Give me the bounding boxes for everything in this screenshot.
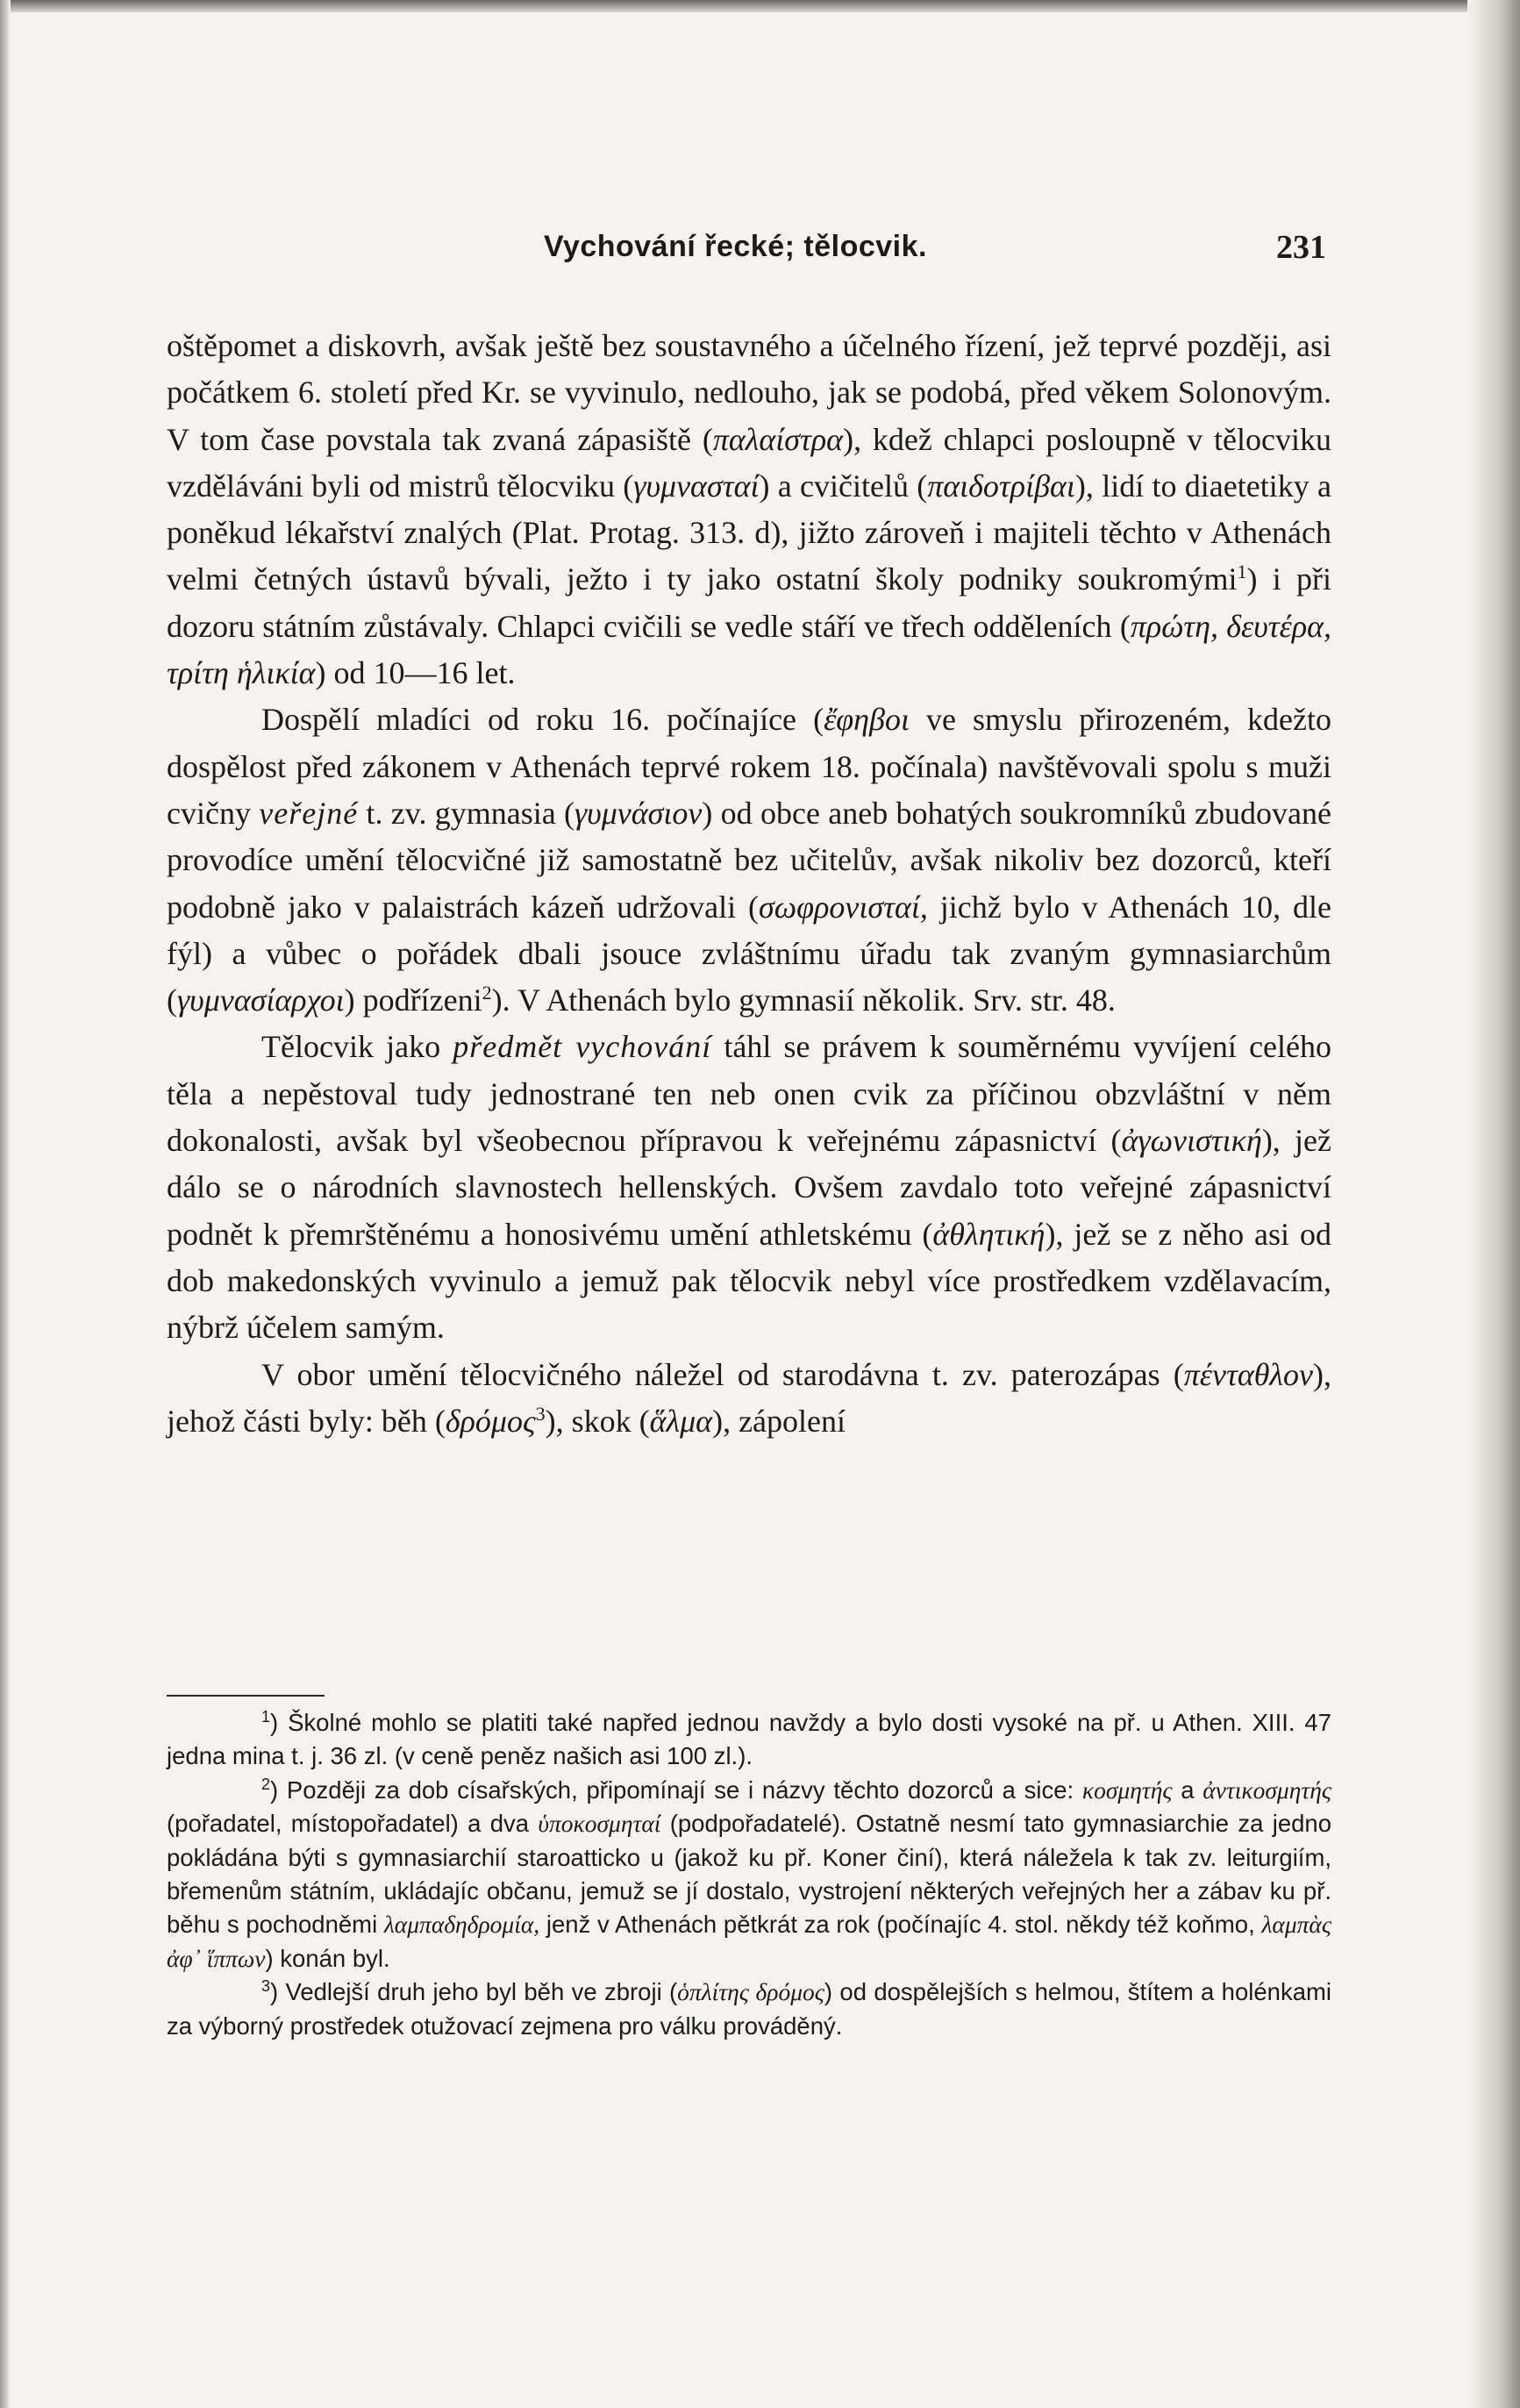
footnote-3 bbox=[167, 1976, 1331, 2043]
page-number: 231 bbox=[1276, 229, 1326, 266]
greek-term: δρόμος bbox=[445, 1403, 536, 1439]
text: ) od dospělejších s helmou, štítem a holénkami za výborný prostředek otužovací zejmena pro válku prováděný. bbox=[167, 1978, 1331, 2040]
greek-term: ἅλμα bbox=[649, 1403, 713, 1439]
paragraph-2 bbox=[167, 697, 1331, 1024]
paragraph-4 bbox=[167, 1352, 1331, 1446]
footnote-1 bbox=[167, 1706, 1331, 1774]
greek-term: ὁπλίτης δρόμος bbox=[677, 1978, 824, 2006]
footnote-2 bbox=[167, 1774, 1331, 1976]
text: ) Později za dob císařských, připomínají se i názvy těchto dozorců a sice: bbox=[270, 1776, 1082, 1804]
greek-term: ἀθλητική bbox=[932, 1216, 1045, 1252]
footnote-ref[interactable]: 1 bbox=[1237, 561, 1247, 583]
emphasis: předmět vychování bbox=[453, 1029, 712, 1065]
text: ) od obce aneb bohatých soukromníků zbudované provodíce umění tělocvičné již samostatně bez učitelův, avšak nikoliv bez dozorců, kteří podobně jako v palaistrách kázeň udržovali ( bbox=[167, 795, 1331, 925]
text: Tělocvik jako bbox=[261, 1029, 453, 1065]
greek-term: πρώτη, δευτέρα, τρίτη ἡλικία bbox=[167, 608, 1331, 691]
text: a bbox=[1172, 1776, 1203, 1804]
main-text bbox=[167, 323, 1331, 1445]
text: oštěpomet a diskovrh, avšak ještě bez soustavného a účelného řízení, jež teprvé později, asi počátkem 6. století před Kr. se vyvinulo, nedlouho, jak se podobá, před věkem Solonovým. V tom čase povstala tak zvaná zápasiště ( bbox=[167, 328, 1331, 457]
page-edge-right bbox=[1467, 0, 1520, 2408]
greek-term: πένταθλον bbox=[1183, 1356, 1313, 1392]
text: jichž bylo v Athenách 10, dle fýl) a vůbec o pořádek dbali jsouce zvláštnímu úřadu tak zvaným gymnasiarchům ( bbox=[167, 889, 1331, 1018]
greek-term: λαμπαδηδρομία, bbox=[383, 1911, 540, 1939]
greek-term: ἀντικοσμητής bbox=[1202, 1776, 1332, 1804]
text: Dospělí mladíci od roku 16. počínajíce ( bbox=[261, 702, 824, 738]
greek-term: ἀγωνιστική bbox=[1121, 1123, 1262, 1159]
text: ), skok ( bbox=[545, 1403, 650, 1439]
text: ), kdež chlapci posloupně v tělocviku vzděláváni byli od mistrů tělocviku ( bbox=[167, 421, 1331, 504]
footnote-mark: 2 bbox=[261, 1775, 271, 1793]
greek-term: ὑποκοσμηταί bbox=[538, 1810, 661, 1838]
text: V obor umění tělocvičného náležel od starodávna t. zv. paterozápas ( bbox=[261, 1356, 1184, 1392]
footnote-mark: 3 bbox=[261, 1977, 271, 1996]
greek-term: παιδοτρίβαι bbox=[927, 468, 1075, 504]
text: ) konán byl. bbox=[265, 1944, 390, 1972]
paragraph-3 bbox=[167, 1024, 1331, 1351]
page-edge-top bbox=[0, 0, 1520, 12]
footnotes bbox=[167, 1706, 1331, 2043]
text: ), zápolení bbox=[712, 1403, 846, 1439]
greek-term: λαμπὰς ἀφ᾽ ἵππων bbox=[167, 1911, 1331, 1972]
greek-term: κοσμητής bbox=[1081, 1776, 1173, 1804]
text: t. zv. gymnasia ( bbox=[358, 795, 574, 831]
footnote-divider bbox=[167, 1695, 325, 1697]
greek-term: παλαίστρα bbox=[712, 421, 844, 457]
text: ) i při dozoru státním zůstávaly. Chlapci cvičili se vedle stáří ve třech odděleních ( bbox=[167, 561, 1331, 644]
text: jenž v Athenách pětkrát za rok (počínajíc 4. stol. někdy též koňmo, bbox=[539, 1911, 1262, 1939]
text: ) Školné mohlo se platiti také napřed jednou navždy a bylo dosti vysoké na př. u Athen. XIII. 47 jedna mina t. j. 36 zl. (v ceně peněz našich asi 100 zl.). bbox=[167, 1709, 1331, 1770]
text: (podpořadatelé). Ostatně nesmí tato gymnasiarchie za jedno pokládána býti s gymnasiarchií staroatticko u (jakož ku př. Koner činí), která náležela k tak zv. leiturgiím, břemenům státním, ukládajíc občanu, jemuž se jí dostalo, vystrojení některých veřejných her a zábav ku př. běhu s pochodněmi bbox=[167, 1810, 1331, 1939]
greek-term: γυμνασίαρχοι bbox=[177, 982, 345, 1018]
greek-term: γυμνάσιον bbox=[574, 795, 703, 831]
text: ) Vedlejší druh jeho byl běh ve zbroji ( bbox=[270, 1978, 678, 2006]
text: ), jež se z něho asi od dob makedonských vyvinulo a jemuž pak tělocvik nebyl více prostředkem vzdělavacím, nýbrž účelem samým. bbox=[167, 1216, 1331, 1346]
text: ). V Athenách bylo gymnasií několik. Srv. str. 48. bbox=[491, 982, 1116, 1018]
greek-term: ἔφηβοι bbox=[824, 702, 910, 738]
text: ), jež dálo se o národních slavnostech hellenských. Ovšem zavdalo toto veřejné zápasnictví podnět k přemrštěnému a honosivému umění athletskému ( bbox=[167, 1123, 1331, 1252]
text: ) od 10—16 let. bbox=[315, 655, 516, 691]
text: ) a cvičitelů ( bbox=[759, 468, 928, 504]
text: ), jehož části byly: běh ( bbox=[167, 1356, 1331, 1439]
footnote-mark: 1 bbox=[261, 1707, 271, 1726]
page-edge-left bbox=[0, 0, 11, 2408]
footnote-ref[interactable]: 2 bbox=[482, 982, 492, 1004]
text: (pořadatel, místopořadatel) a dva bbox=[167, 1810, 539, 1838]
text: ve smyslu přirozeném, kdežto dospělost před zákonem v Athenách teprvé rokem 18. počínala) navštěvovali spolu s muži cvičny bbox=[167, 702, 1331, 831]
greek-term: γυμνασταί bbox=[633, 468, 760, 504]
running-head: Vychování řecké; tělocvik. bbox=[544, 230, 927, 263]
greek-term: σωφρονισταί, bbox=[758, 889, 928, 925]
page-header bbox=[167, 225, 1331, 277]
footnote-ref[interactable]: 3 bbox=[535, 1402, 546, 1425]
text: ), lidí to diaetetiky a poněkud lékařství znalých (Plat. Protag. 313. d), jižto zároveň i majiteli těchto v Athenách velmi četných ústavů bývali, ježto i ty jako ostatní školy podniky soukromými bbox=[167, 468, 1331, 597]
emphasis: veřejné bbox=[259, 795, 359, 831]
paragraph-1 bbox=[167, 323, 1331, 697]
text: ) podřízeni bbox=[344, 982, 482, 1018]
text: táhl se právem k souměrnému vyvíjení celého těla a nepěstoval tudy jednostrané ten neb onen cvik za příčinou obzvláštní v něm dokonalosti, avšak byl všeobecnou přípravou k veřejnému zápasnictví ( bbox=[167, 1029, 1332, 1159]
